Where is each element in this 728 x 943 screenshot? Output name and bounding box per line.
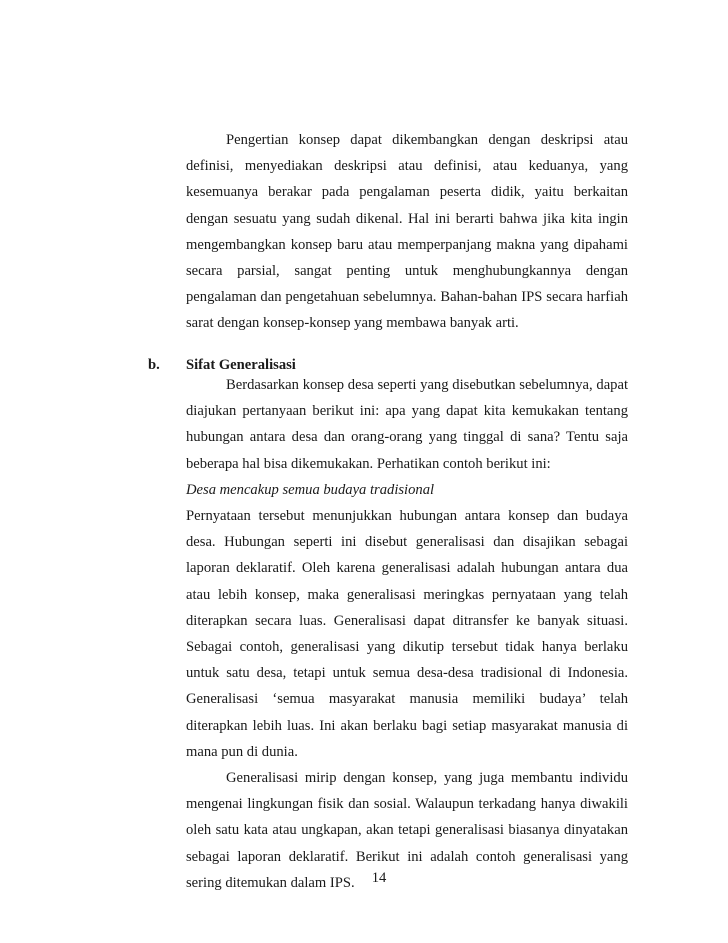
section-title: Sifat Generalisasi bbox=[186, 357, 296, 373]
example-statement: Desa mencakup semua budaya tradisional bbox=[186, 481, 435, 498]
generalization-intro-paragraph: Berdasarkan konsep desa seperti yang disebutkan sebelumnya, dapat diajukan pertanyaan berikut ini: apa yang dapat kita kemukakan tentang hubungan antara desa dan orang-orang yang tinggal di sana? Tentu saja beberapa hal bisa dikemukakan. Perhatikan contoh berikut ini: bbox=[186, 377, 628, 472]
intro-paragraph-block bbox=[186, 127, 628, 337]
section-marker: b. bbox=[148, 357, 160, 373]
concept-paragraph: Pengertian konsep dapat dikembangkan dengan deskripsi atau definisi, menyediakan deskripsi atau definisi, atau keduanya, yang kesemuanya berakar pada pengalaman peserta didik, yaitu berkaitan dengan sesuatu yang sudah dikenal. Hal ini berarti bahwa jika kita ingin mengembangkan konsep baru atau memperpanjang makna yang dipahami secara parsial, sangat penting untuk menghubungkannya dengan pengalaman dan pengetahuan sebelumnya. Bahan-bahan IPS secara harfiah sarat dengan konsep-konsep yang membawa banyak arti. bbox=[186, 132, 628, 332]
generalization-explanation-paragraph: Pernyataan tersebut menunjukkan hubungan antara konsep dan budaya desa. Hubungan seperti ini disebut generalisasi dan disajikan sebagai laporan deklaratif. Oleh karena generalisasi adalah hubungan antara dua atau lebih konsep, maka generalisasi meringkas pernyataan yang telah diterapkan secara luas. Generalisasi dapat ditransfer ke banyak situasi. Sebagai contoh, generalisasi yang dikutip tersebut tidak hanya berlaku untuk satu desa, tetapi untuk semua desa-desa tradisional di Indonesia. Generalisasi ‘semua masyarakat manusia memiliki budaya’ telah diterapkan lebih luas. Ini akan berlaku bagi setiap masyarakat manusia di mana pun di dunia. bbox=[186, 508, 628, 760]
page-number: 14 bbox=[371, 870, 387, 886]
generalization-concept-paragraph: Generalisasi mirip dengan konsep, yang juga membantu individu mengenai lingkungan fisik dan sosial. Walaupun terkadang hanya diwakili oleh satu kata atau ungkapan, akan tetapi generalisasi biasanya dinyatakan sebagai laporan deklaratif. Berikut ini adalah contoh generalisasi yang sering ditemukan dalam IPS. bbox=[186, 770, 628, 891]
section-body bbox=[186, 372, 628, 896]
